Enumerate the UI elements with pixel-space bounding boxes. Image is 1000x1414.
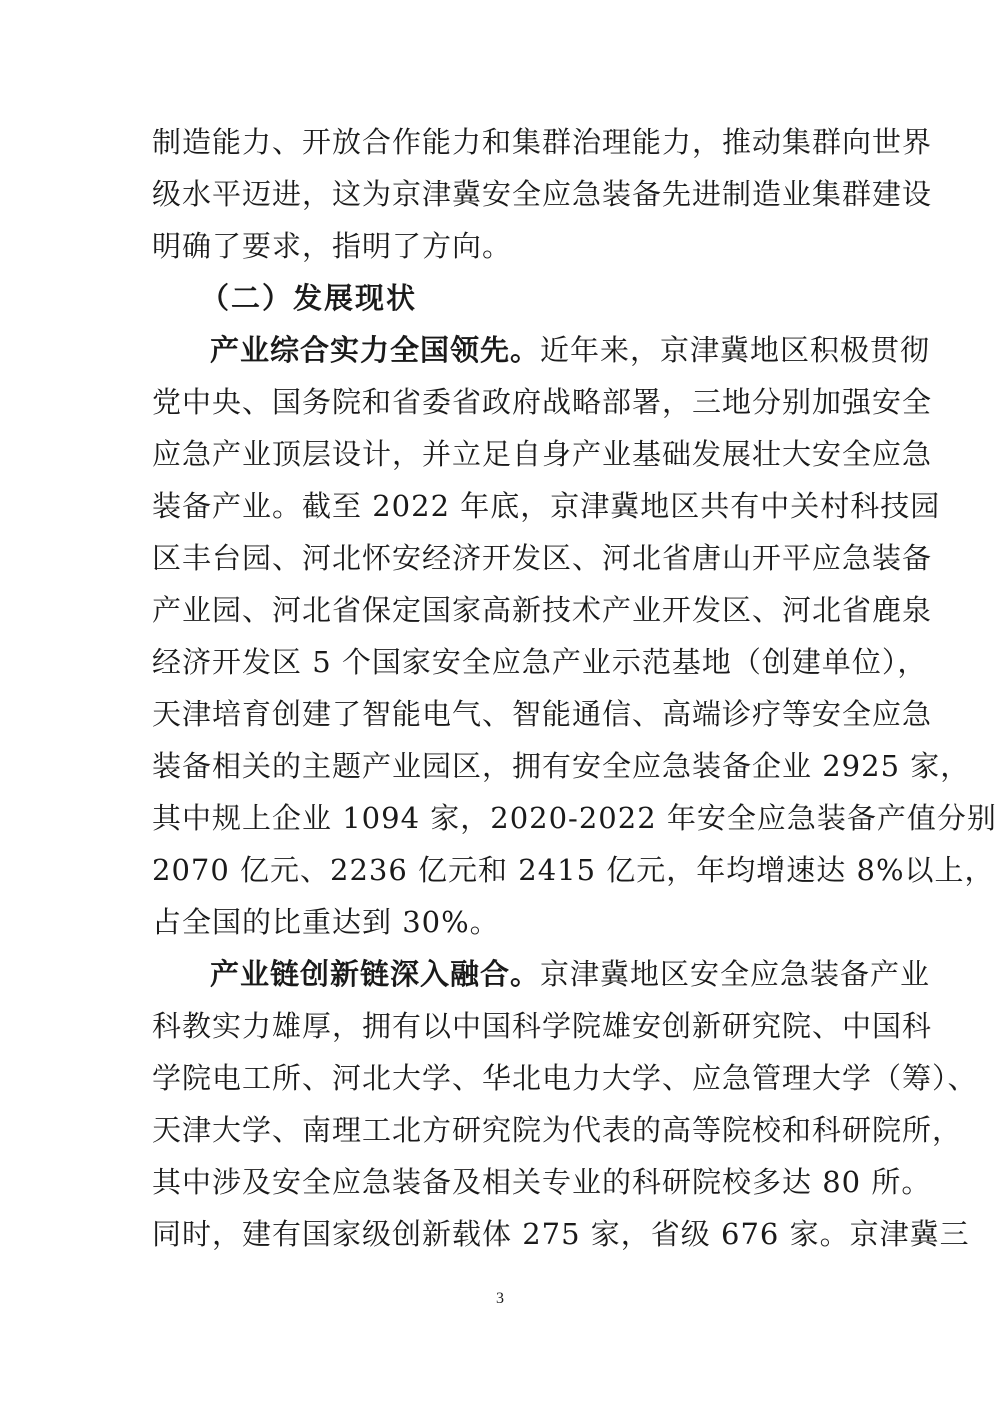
- body-line: 天津培育创建了智能电气、智能通信、高端诊疗等安全应急: [152, 697, 933, 731]
- body-line: 同时，建有国家级创新载体 275 家，省级 676 家。京津冀三: [152, 1217, 970, 1251]
- paragraph-lead: 产业综合实力全国领先。: [210, 333, 541, 367]
- body-line: 2070 亿元、2236 亿元和 2415 亿元，年均增速达 8%以上，: [152, 853, 995, 887]
- body-line: 经济开发区 5 个国家安全应急产业示范基地（创建单位），: [152, 645, 928, 679]
- page-number: 3: [496, 1290, 504, 1307]
- body-line: 制造能力、开放合作能力和集群治理能力，推动集群向世界: [152, 125, 933, 159]
- body-line: 占全国的比重达到 30%。: [152, 905, 500, 939]
- body-line: 其中规上企业 1094 家，2020-2022 年安全应急装备产值分别: [152, 801, 997, 835]
- body-line: 级水平迈进，这为京津冀安全应急装备先进制造业集群建设: [152, 177, 933, 211]
- paragraph-text: 近年来，京津冀地区积极贯彻: [540, 333, 931, 367]
- body-line: 其中涉及安全应急装备及相关专业的科研院校多达 80 所。: [152, 1165, 932, 1199]
- body-line: 科教实力雄厚，拥有以中国科学院雄安创新研究院、中国科: [152, 1009, 933, 1043]
- body-line: 明确了要求，指明了方向。: [152, 229, 513, 263]
- body-line: 党中央、国务院和省委省政府战略部署，三地分别加强安全: [152, 385, 933, 419]
- body-line: 区丰台园、河北怀安经济开发区、河北省唐山开平应急装备: [152, 541, 933, 575]
- paragraph-first-line: [210, 956, 931, 992]
- body-line: 学院电工所、河北大学、华北电力大学、应急管理大学（筹）、: [152, 1061, 978, 1095]
- section-heading: （二）发展现状: [200, 281, 418, 315]
- paragraph-text: 京津冀地区安全应急装备产业: [540, 957, 931, 991]
- body-line: 产业园、河北省保定国家高新技术产业开发区、河北省鹿泉: [152, 593, 933, 627]
- body-line: 天津大学、南理工北方研究院为代表的高等院校和科研院所，: [152, 1113, 963, 1147]
- paragraph-lead: 产业链创新链深入融合。: [210, 957, 541, 991]
- body-line: 装备产业。截至 2022 年底，京津冀地区共有中关村科技园: [152, 489, 941, 523]
- body-line: 应急产业顶层设计，并立足自身产业基础发展壮大安全应急: [152, 437, 933, 471]
- body-line: 装备相关的主题产业园区，拥有安全应急装备企业 2925 家，: [152, 749, 971, 783]
- paragraph-first-line: [210, 332, 931, 368]
